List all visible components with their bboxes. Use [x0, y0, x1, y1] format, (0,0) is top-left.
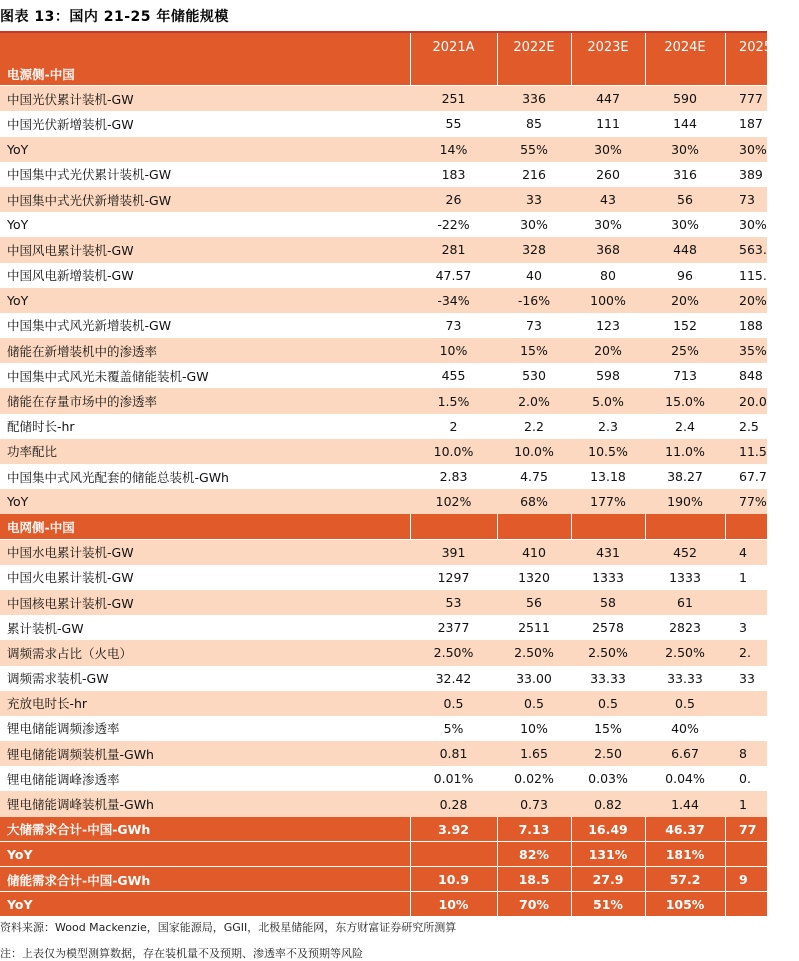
value-cell-2021A: 183	[441, 166, 466, 182]
value-cell-2023E: 368	[596, 242, 620, 258]
value-cell-2023E: 2.50%	[588, 645, 628, 661]
value-cell-2022E: 216	[522, 166, 546, 182]
section-label: 电网侧-中国	[7, 519, 75, 535]
value-cell-2025: 30%	[739, 141, 767, 157]
value-cell-2024E	[645, 514, 725, 539]
row-label: 调频需求占比（火电）	[7, 645, 133, 661]
table-row	[0, 137, 767, 162]
value-cell-2024E: 590	[673, 91, 697, 107]
row-label: 储能在新增装机中的渗透率	[7, 343, 158, 359]
table-row	[0, 741, 767, 766]
value-cell-2024E: 144	[673, 116, 697, 132]
row-label: 中国光伏新增装机-GW	[7, 116, 134, 132]
header-col-2022: 2022E	[513, 39, 555, 55]
row-label: 充放电时长-hr	[7, 696, 88, 712]
value-cell-2024E: 6.67	[671, 746, 699, 762]
value-cell-2022E: 82%	[519, 846, 549, 862]
table-row	[0, 842, 767, 867]
value-cell-2024E: 316	[673, 166, 697, 182]
table-row	[0, 363, 767, 388]
value-cell-2023E: 15%	[594, 720, 622, 736]
value-cell-2023E: 598	[596, 368, 620, 384]
value-cell-2023E: 33.33	[590, 670, 626, 686]
storage-scale-table	[0, 33, 773, 917]
value-cell-2022E: 70%	[519, 897, 549, 913]
table-row	[0, 414, 767, 439]
value-cell-2025: 11.5	[739, 443, 767, 459]
row-label: 锂电储能调频渗透率	[7, 721, 120, 737]
value-cell-2025: 73	[739, 192, 755, 208]
value-cell-2021A: 251	[441, 91, 466, 107]
table-row	[0, 892, 767, 917]
value-cell-2022E: 15%	[520, 343, 548, 359]
table-row	[0, 489, 767, 514]
table-row	[0, 388, 767, 413]
header-col-2023: 2023E	[587, 39, 629, 55]
table-row	[0, 716, 767, 741]
value-cell-2023E	[571, 61, 645, 86]
value-cell-2022E: 56	[526, 595, 542, 611]
value-cell-2024E: 15.0%	[665, 393, 705, 409]
row-label: 调频需求装机-GW	[7, 671, 109, 687]
value-cell-2021A	[410, 514, 497, 539]
row-label: YoY	[7, 494, 29, 510]
value-cell-2024E: 2.4	[675, 418, 695, 434]
value-cell-2022E: 33	[526, 192, 542, 208]
header-col-2021: 2021A	[432, 39, 475, 55]
value-cell-2022E: 2.2	[524, 418, 544, 434]
value-cell-2023E: 13.18	[590, 469, 626, 485]
table-row	[0, 565, 767, 590]
row-label: 锂电储能调频装机量-GWh	[7, 746, 154, 762]
table-row	[0, 237, 767, 262]
value-cell-2021A: 10%	[438, 897, 469, 913]
value-cell-2022E: 18.5	[518, 872, 550, 888]
value-cell-2024E: 713	[673, 368, 697, 384]
value-cell-2022E: 7.13	[518, 821, 550, 837]
value-cell-2024E: 40%	[671, 720, 699, 736]
table-row	[0, 615, 767, 640]
value-cell-2021A	[410, 842, 497, 867]
table-row	[0, 263, 767, 288]
value-cell-2025: 188	[739, 317, 763, 333]
table-row	[0, 111, 767, 136]
value-cell-2021A: 55	[445, 116, 462, 132]
value-cell-2024E: 25%	[671, 343, 699, 359]
value-cell-2021A: 0.01%	[433, 771, 474, 787]
value-cell-2025: 3	[739, 620, 747, 636]
value-cell-2025: 9	[739, 872, 748, 888]
row-label: 储能需求合计-中国-GWh	[7, 872, 151, 888]
value-cell-2025: 67.7	[739, 469, 767, 485]
table-row	[0, 540, 767, 565]
value-cell-2023E: 43	[600, 192, 616, 208]
value-cell-2021A: 32.42	[435, 670, 472, 686]
value-cell-2023E: 30%	[594, 141, 622, 157]
value-cell-2022E: -16%	[517, 292, 551, 308]
value-cell-2024E: 152	[673, 317, 697, 333]
value-cell-2021A: 2377	[437, 620, 470, 636]
row-label: 中国风电新增装机-GW	[7, 268, 134, 284]
row-label: 中国火电累计装机-GW	[7, 570, 134, 586]
value-cell-2022E: 73	[526, 317, 542, 333]
value-cell-2023E: 10.5%	[588, 443, 628, 459]
value-cell-2021A: 5%	[443, 720, 464, 736]
value-cell-2022E: 40	[526, 267, 542, 283]
value-cell-2022E: 4.75	[520, 469, 548, 485]
row-label: 锂电储能调峰装机量-GWh	[7, 797, 154, 813]
value-cell-2022E: 2.50%	[514, 645, 554, 661]
value-cell-2021A: 47.57	[435, 267, 472, 283]
value-cell-2024E: 57.2	[669, 872, 701, 888]
header-col-2025: 2025	[739, 39, 773, 55]
value-cell-2023E: 51%	[593, 897, 623, 913]
value-cell-2022E: 530	[522, 368, 546, 384]
value-cell-2023E: 431	[596, 544, 620, 560]
value-cell-2021A: 26	[445, 192, 462, 208]
row-label: 锂电储能调峰渗透率	[7, 771, 120, 787]
value-cell-2021A: -34%	[437, 292, 470, 308]
value-cell-2025: 1	[739, 796, 747, 812]
value-cell-2025: 77	[739, 821, 757, 837]
value-cell-2025	[725, 514, 799, 539]
value-cell-2024E: 448	[673, 242, 697, 258]
table-row	[0, 313, 767, 338]
header-col-2024: 2024E	[664, 39, 706, 55]
table-row	[0, 212, 767, 237]
value-cell-2023E: 2.3	[598, 418, 618, 434]
value-cell-2023E: 260	[596, 166, 620, 182]
value-cell-2024E: 2.50%	[665, 645, 705, 661]
value-cell-2025	[725, 892, 799, 917]
value-cell-2025: 115.	[739, 267, 767, 283]
row-label: YoY	[7, 217, 29, 233]
value-cell-2021A: 0.5	[443, 695, 464, 711]
table-row	[0, 338, 767, 363]
value-cell-2024E: 1333	[669, 569, 701, 585]
value-cell-2025: 0.	[739, 771, 751, 787]
value-cell-2021A: 2.83	[439, 469, 468, 485]
value-cell-2021A: 10%	[439, 343, 468, 359]
row-label: 中国集中式风光未覆盖储能装机-GW	[7, 368, 209, 384]
value-cell-2025: 777	[739, 91, 763, 107]
value-cell-2025: 33	[739, 670, 755, 686]
value-cell-2022E: 0.5	[524, 695, 544, 711]
value-cell-2021A: 10.0%	[433, 443, 474, 459]
value-cell-2022E: 85	[526, 116, 542, 132]
value-cell-2024E: 33.33	[667, 670, 703, 686]
value-cell-2023E: 447	[596, 91, 620, 107]
table-row	[0, 590, 767, 615]
row-label: YoY	[7, 846, 33, 862]
value-cell-2023E: 58	[600, 595, 616, 611]
table-row	[0, 464, 767, 489]
value-cell-2025: 30%	[739, 217, 767, 233]
value-cell-2021A: 391	[441, 544, 466, 560]
table-row	[0, 86, 767, 111]
row-label: 中国集中式风光新增装机-GW	[7, 318, 172, 334]
value-cell-2024E: 38.27	[667, 469, 703, 485]
value-cell-2023E: 2578	[592, 620, 624, 636]
value-cell-2021A: 0.28	[439, 796, 468, 812]
value-cell-2025: 4	[739, 544, 747, 560]
value-cell-2025	[725, 716, 799, 741]
value-cell-2022E: 0.02%	[514, 771, 554, 787]
value-cell-2021A: 1297	[437, 569, 470, 585]
value-cell-2025: 389	[739, 166, 763, 182]
table-row	[0, 867, 767, 892]
row-label: 中国光伏累计装机-GW	[7, 91, 134, 107]
table-header-row	[0, 33, 773, 61]
value-cell-2021A: 1.5%	[437, 393, 470, 409]
table-row	[0, 766, 767, 791]
value-cell-2023E: 16.49	[588, 821, 628, 837]
value-cell-2024E: 30%	[671, 217, 699, 233]
value-cell-2023E: 111	[596, 116, 620, 132]
value-cell-2022E: 55%	[520, 141, 548, 157]
table-row	[0, 288, 767, 313]
value-cell-2021A	[410, 61, 497, 86]
value-cell-2025: 848	[739, 368, 763, 384]
value-cell-2024E: 1.44	[671, 796, 699, 812]
row-label: 累计装机-GW	[7, 620, 84, 636]
value-cell-2024E	[645, 61, 725, 86]
value-cell-2022E: 2511	[518, 620, 550, 636]
row-label: YoY	[7, 141, 29, 157]
value-cell-2023E: 0.82	[594, 796, 622, 812]
value-cell-2024E: 452	[673, 544, 697, 560]
value-cell-2023E: 5.0%	[592, 393, 624, 409]
row-label: 中国风电累计装机-GW	[7, 242, 134, 258]
risk-note: 注：上表仅为模型测算数据，存在装机量不及预期、渗透率不及预期等风险	[0, 947, 363, 960]
value-cell-2021A: 0.81	[439, 746, 468, 762]
figure-title: 图表 13：国内 21-25 年储能规模	[0, 9, 229, 25]
value-cell-2022E: 33.00	[516, 670, 552, 686]
value-cell-2024E: 0.04%	[665, 771, 705, 787]
row-label: 中国集中式光伏累计装机-GW	[7, 167, 172, 183]
value-cell-2025	[725, 61, 799, 86]
row-label: 功率配比	[7, 444, 58, 460]
value-cell-2024E: 2823	[669, 620, 701, 636]
value-cell-2025: 8	[739, 746, 747, 762]
value-cell-2024E: 46.37	[665, 821, 705, 837]
value-cell-2021A: -22%	[437, 217, 470, 233]
value-cell-2023E: 27.9	[592, 872, 624, 888]
row-label: YoY	[7, 292, 29, 308]
table-row	[0, 162, 767, 187]
value-cell-2024E: 0.5	[675, 695, 695, 711]
value-cell-2024E: 181%	[665, 846, 705, 862]
value-cell-2023E: 30%	[594, 217, 622, 233]
value-cell-2021A: 10.9	[438, 872, 469, 888]
value-cell-2022E	[497, 61, 571, 86]
value-cell-2025	[725, 691, 799, 716]
table-row	[0, 640, 767, 665]
row-label: 储能在存量市场中的渗透率	[7, 394, 158, 410]
value-cell-2022E: 1.65	[520, 746, 548, 762]
value-cell-2023E: 80	[600, 267, 616, 283]
value-cell-2025: 563.	[739, 242, 767, 258]
value-cell-2024E: 190%	[667, 494, 703, 510]
value-cell-2022E: 410	[522, 544, 546, 560]
value-cell-2023E: 20%	[594, 343, 622, 359]
table-row	[0, 666, 767, 691]
value-cell-2025: 187	[739, 116, 763, 132]
row-label: YoY	[7, 897, 33, 913]
value-cell-2024E: 56	[677, 192, 693, 208]
table-row	[0, 791, 767, 816]
header-label-cell	[0, 33, 410, 61]
value-cell-2022E: 0.73	[520, 796, 548, 812]
value-cell-2021A: 3.92	[438, 821, 469, 837]
value-cell-2021A: 102%	[435, 494, 472, 510]
value-cell-2025: 35%	[739, 343, 767, 359]
value-cell-2021A: 455	[441, 368, 466, 384]
value-cell-2023E: 100%	[590, 292, 626, 308]
section-label: 电源侧-中国	[7, 66, 75, 82]
value-cell-2021A: 14%	[439, 141, 468, 157]
value-cell-2023E: 2.50	[594, 746, 622, 762]
section-row	[0, 61, 767, 86]
value-cell-2022E: 68%	[520, 494, 548, 510]
value-cell-2024E: 30%	[671, 141, 699, 157]
value-cell-2022E	[497, 514, 571, 539]
value-cell-2023E: 1333	[592, 569, 624, 585]
value-cell-2023E: 0.03%	[588, 771, 628, 787]
section-row	[0, 514, 767, 539]
value-cell-2025: 1	[739, 569, 747, 585]
value-cell-2023E: 123	[596, 317, 620, 333]
table-row	[0, 691, 767, 716]
value-cell-2022E: 2.0%	[518, 393, 550, 409]
row-label: 中国集中式光伏新增装机-GW	[7, 192, 172, 208]
table-row	[0, 439, 767, 464]
table-row	[0, 817, 767, 842]
value-cell-2023E	[571, 514, 645, 539]
value-cell-2024E: 61	[677, 595, 693, 611]
row-label: 中国水电累计装机-GW	[7, 545, 134, 561]
value-cell-2021A: 53	[445, 595, 462, 611]
value-cell-2024E: 105%	[665, 897, 705, 913]
value-cell-2023E: 177%	[590, 494, 626, 510]
table-row	[0, 187, 767, 212]
value-cell-2021A: 2.50%	[433, 645, 474, 661]
value-cell-2025: 2.5	[739, 418, 759, 434]
value-cell-2021A: 2	[449, 418, 458, 434]
value-cell-2023E: 0.5	[598, 695, 618, 711]
source-note: 资料来源：Wood Mackenzie，国家能源局，GGII，北极星储能网，东方财富证券研究所测算	[0, 921, 457, 934]
value-cell-2022E: 328	[522, 242, 546, 258]
row-label: 中国核电累计装机-GW	[7, 595, 134, 611]
value-cell-2024E: 11.0%	[665, 443, 705, 459]
value-cell-2022E: 30%	[520, 217, 548, 233]
row-label: 配储时长-hr	[7, 419, 75, 435]
row-label: 中国集中式风光配套的储能总装机-GWh	[7, 469, 229, 485]
value-cell-2025: 77%	[739, 494, 767, 510]
value-cell-2021A: 73	[445, 317, 462, 333]
value-cell-2025: 2.	[739, 645, 751, 661]
value-cell-2025	[725, 590, 799, 615]
value-cell-2022E: 10.0%	[514, 443, 554, 459]
value-cell-2023E: 131%	[588, 846, 628, 862]
row-label: 大储需求合计-中国-GWh	[7, 822, 151, 838]
value-cell-2025: 20.0	[739, 393, 767, 409]
value-cell-2022E: 10%	[520, 720, 548, 736]
value-cell-2025	[725, 842, 799, 867]
value-cell-2024E: 20%	[671, 292, 699, 308]
value-cell-2024E: 96	[677, 267, 693, 283]
value-cell-2025: 20%	[739, 292, 767, 308]
value-cell-2022E: 336	[522, 91, 546, 107]
value-cell-2022E: 1320	[518, 569, 550, 585]
value-cell-2021A: 281	[441, 242, 466, 258]
